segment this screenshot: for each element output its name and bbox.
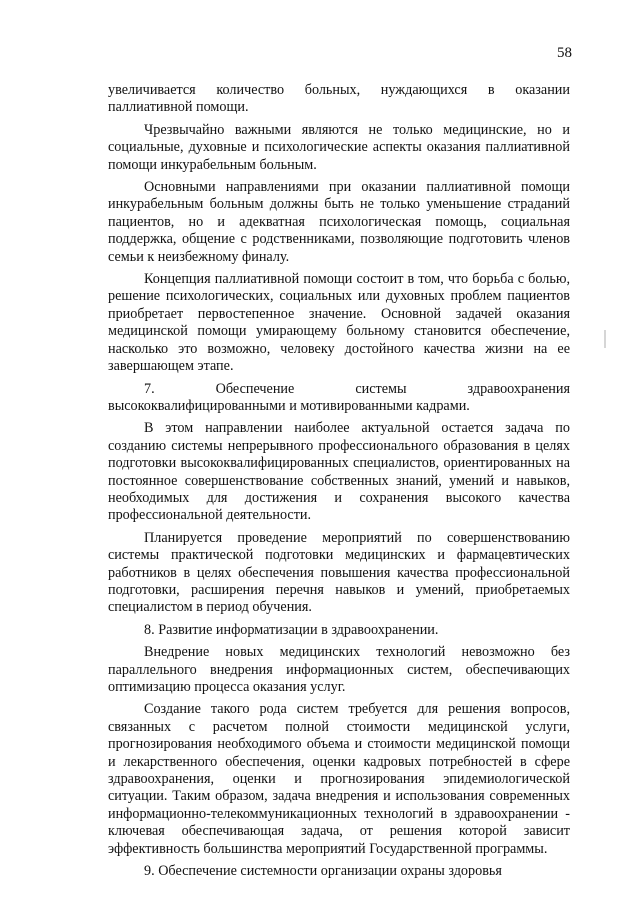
- paragraph: Основными направлениями при оказании паллиативной помощи инкурабельным больным должны быть не только уменьшение страданий пациентов, но и адекватная психологическая помощь, социальная поддержка, общение с родственниками, позволяющие подготовить членов семьи к неизбежному финалу.: [108, 179, 570, 265]
- section-heading-7: 7. Обеспечение системы здравоохранения высококвалифицированными и мотивированными кадрами.: [108, 380, 570, 414]
- paragraph-continuation: увеличивается количество больных, нуждающихся в оказании паллиативной помощи.: [108, 82, 570, 116]
- section-heading-8: 8. Развитие информатизации в здравоохранении.: [144, 621, 439, 638]
- scan-margin-mark: [604, 330, 606, 348]
- document-body: [108, 82, 570, 880]
- paragraph: Создание такого рода систем требуется для решения вопросов, связанных с расчетом полной стоимости медицинской услуги, прогнозирования необходимого объема и стоимости медицинской помощи и лекарственного обеспечения, оценки кадровых потребностей в сфере здравоохранения, оценки и прогнозирования эпидемиологической ситуации. Таким образом, задача внедрения и использования современных информационно-телекоммуникационных технологий в здравоохранении - ключевая обеспечивающая задача, от решения которой зависит эффективность большинства мероприятий Государственной программы.: [108, 701, 570, 857]
- paragraph: Чрезвычайно важными являются не только медицинские, но и социальные, духовные и психологические аспекты оказания паллиативной помощи инкурабельным больным.: [108, 121, 570, 173]
- section-heading-9: 9. Обеспечение системности организации охраны здоровья: [144, 863, 502, 880]
- paragraph: Концепция паллиативной помощи состоит в том, что борьба с болью, решение психологических, социальных или духовных проблем пациентов приобретает первостепенное значение. Основной задачей оказания медицинской помощи умирающему больному становится обеспечение, насколько это возможно, человеку достойного качества жизни на ее завершающем этапе.: [108, 271, 570, 375]
- paragraph: Внедрение новых медицинских технологий невозможно без параллельного внедрения информационных систем, обеспечивающих оптимизацию процесса оказания услуг.: [108, 644, 570, 695]
- paragraph: В этом направлении наиболее актуальной остается задача по созданию системы непрерывного профессионального образования в целях подготовки высококвалифицированных специалистов, ориентированных на постоянное совершенствование собственных знаний, умений и навыков, необходимых для достижения и сохранения высокого качества профессиональной деятельности.: [108, 420, 570, 524]
- paragraph: Планируется проведение мероприятий по совершенствованию системы практической подготовки медицинских и фармацевтических работников в целях обеспечения повышения качества профессиональной подготовки, расширения перечня навыков и умений, приобретаемых специалистом в период обучения.: [108, 529, 570, 616]
- page-number: 58: [557, 45, 572, 61]
